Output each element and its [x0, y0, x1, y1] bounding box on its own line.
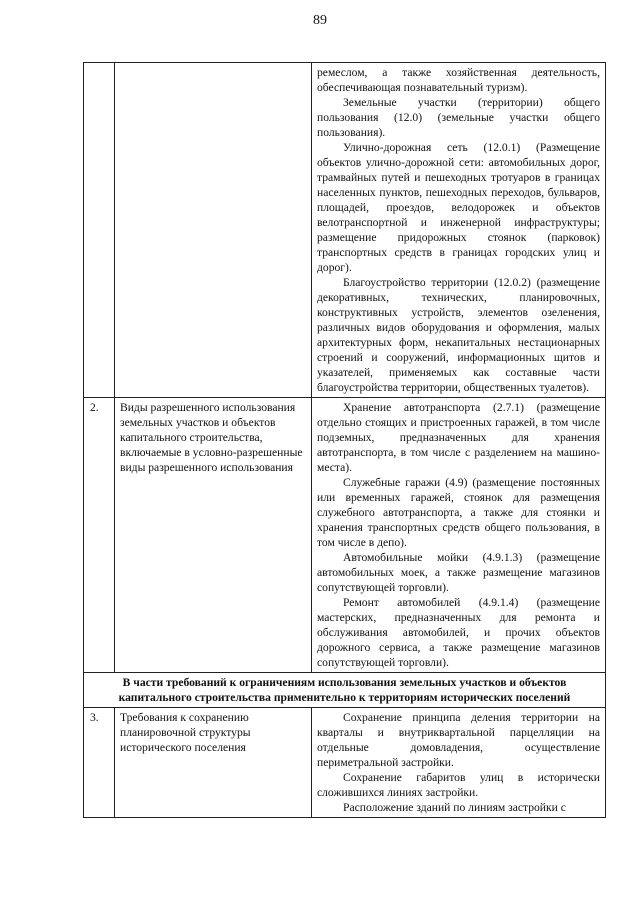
- row-number-cell: [84, 63, 115, 398]
- description-paragraph: Сохранение принципа деления территории на кварталы и внутриквартальной парцелляции на отдельные домовладения, осуществление периметральной застройки.: [317, 711, 600, 769]
- table-row: [84, 398, 606, 673]
- page-number: 89: [313, 13, 327, 28]
- description-paragraph: Сохранение габаритов улиц в исторически сложившихся линиях застройки.: [317, 771, 600, 799]
- description-paragraph: Улично-дорожная сеть (12.0.1) (Размещение объектов улично-дорожной сети: автомобильных дорог, трамвайных путей и пешеходных тротуаров в границах населенных пунктов, пешеходных переходов, бульваров, площадей, проездов, велодорожек и объектов велотранспортной и инженерной инфраструктуры; размещение придорожных стоянок (парковок) транспортных средств в границах городских улиц и дорог).: [317, 141, 600, 274]
- description-paragraph: Расположение зданий по линиям застройки с: [343, 801, 566, 814]
- description-paragraph: Земельные участки (территории) общего пользования (12.0) (земельные участки общего пользования).: [317, 96, 600, 139]
- description-paragraph: Благоустройство территории (12.0.2) (размещение декоративных, технических, планировочных, конструктивных устройств, элементов озеленения, различных видов оборудования и оформления, малых архитектурных форм, некапитальных нестационарных строений и сооружений, информационных щитов и указателей, применяемых как составные части благоустройства территории, общественных туалетов).: [317, 276, 600, 394]
- row-name-cell: Требования к сохранению планировочной структуры исторического поселения: [115, 708, 312, 818]
- row-number-cell: 3.: [84, 708, 115, 818]
- section-header-row: [84, 673, 606, 708]
- row-name-cell: [115, 63, 312, 398]
- row-description-cell: [312, 398, 606, 673]
- description-paragraph: Ремонт автомобилей (4.9.1.4) (размещение мастерских, предназначенных для ремонта и обслуживания автомобилей, и прочих объектов дорожного сервиса, а также размещение магазинов сопутствующей торговли).: [317, 596, 600, 669]
- description-paragraph: Автомобильные мойки (4.9.1.3) (размещение автомобильных моек, а также размещение магазинов сопутствующей торговли).: [317, 551, 600, 594]
- row-name-cell: Виды разрешенного использования земельных участков и объектов капитального строительства, включаемые в условно-разрешенные виды разрешенного использования: [115, 398, 312, 673]
- regulations-table: [83, 62, 606, 818]
- description-paragraph: ремеслом, а также хозяйственная деятельность, обеспечивающая познавательный туризм).: [317, 66, 600, 94]
- table-row: [84, 708, 606, 818]
- description-paragraph: Служебные гаражи (4.9) (размещение постоянных или временных гаражей, стоянок для размещения служебного автотранспорта, а также для стоянки и хранения транспортных средств общего пользования, в том числе в депо).: [317, 476, 600, 549]
- row-description-cell: [312, 63, 606, 398]
- section-header: В части требований к ограничениям использования земельных участков и объектов капитального строительства применительно к территориям исторических поселений: [84, 673, 606, 708]
- row-description-cell: [312, 708, 606, 818]
- description-paragraph: Хранение автотранспорта (2.7.1) (размещение отдельно стоящих и пристроенных гаражей, в том числе подземных, предназначенных для хранения автотранспорта, в том числе с разделением на машино-места).: [317, 401, 600, 474]
- table-row-continued: [84, 63, 606, 398]
- row-number-cell: 2.: [84, 398, 115, 673]
